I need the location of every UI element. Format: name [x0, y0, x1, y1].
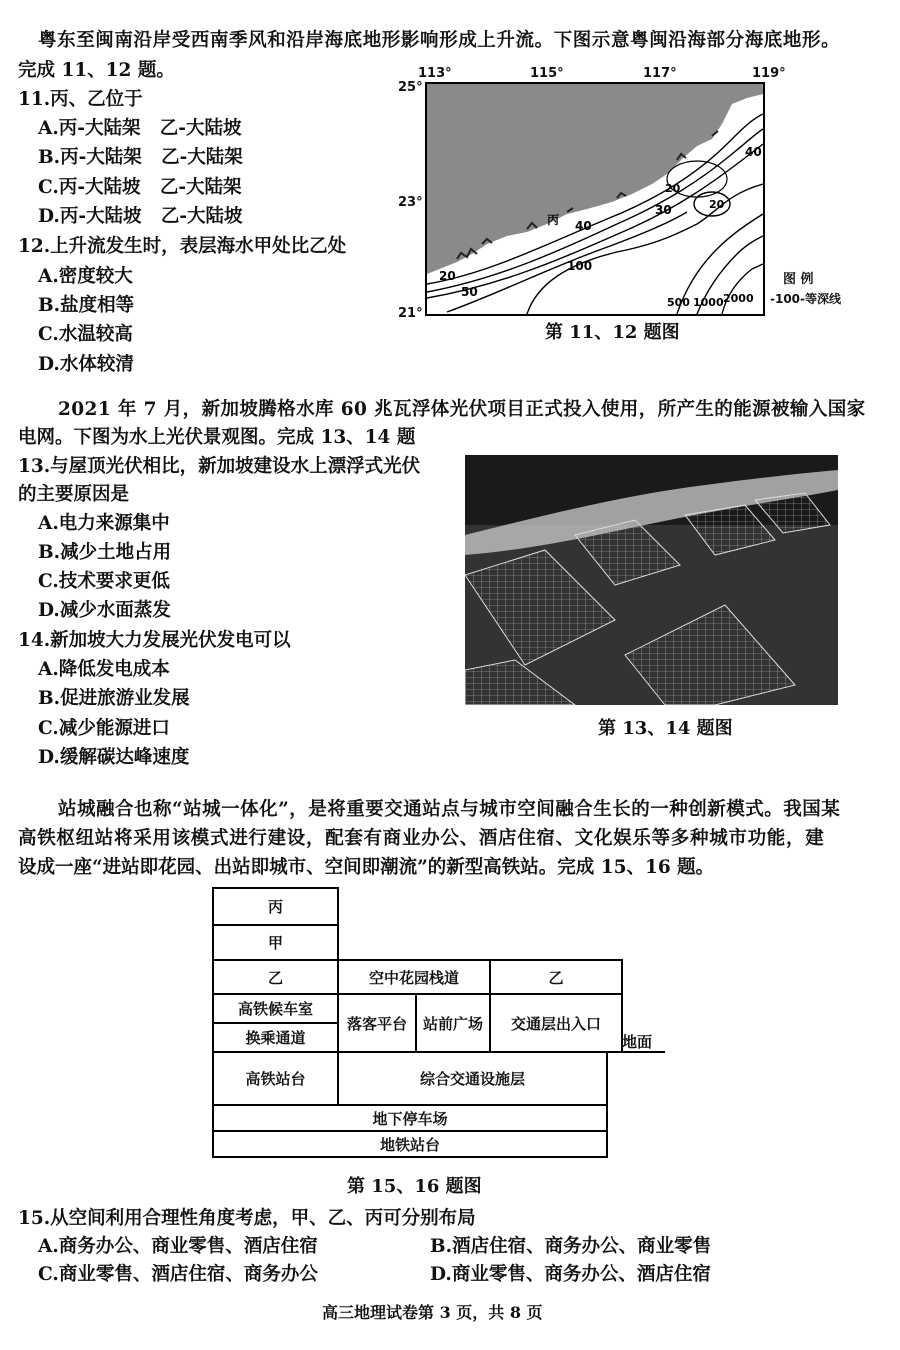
cell-waiting-room: 高铁候车室: [212, 993, 339, 1024]
place-label-bing: 丙: [547, 213, 560, 227]
seabed-topography-map: [425, 82, 765, 316]
diagram-caption: 第 15、16 题图: [347, 1176, 482, 1197]
cell-traffic-entrance: 交通层出入口: [489, 993, 623, 1053]
lat-label-21: 21°: [398, 306, 423, 321]
contour-label-20a: 20: [709, 198, 725, 211]
q12-option-b: B.盐度相等: [38, 295, 135, 316]
contour-label-1000: 1000: [693, 296, 724, 309]
q15-option-c: C.商业零售、酒店住宿、商务办公: [38, 1264, 318, 1285]
cell-transport-facility: 综合交通设施层: [337, 1051, 608, 1106]
q11-option-c: C.丙-大陆坡 乙-大陆架: [38, 177, 242, 198]
map-caption: 第 11、12 题图: [545, 322, 680, 343]
cell-yi-left: 乙: [212, 959, 339, 995]
q11-option-d: D.丙-大陆坡 乙-大陆坡: [38, 206, 243, 227]
ground-label: 地面: [622, 1033, 653, 1051]
intro-13-14-line2: 电网。下图为水上光伏景观图。完成 13、14 题: [18, 427, 416, 448]
intro-11-12-line2: 完成 11、12 题。: [18, 60, 175, 81]
lat-label-25: 25°: [398, 80, 423, 95]
q13-option-c: C.技术要求更低: [38, 571, 170, 592]
map-drawing: [427, 84, 763, 314]
legend-title: 图 例: [783, 272, 814, 287]
cell-transfer: 换乘通道: [212, 1022, 339, 1053]
contour-label-20b: 20: [665, 182, 681, 195]
cell-sky-garden: 空中花园栈道: [337, 959, 491, 995]
intro-11-12-line1: 粤东至闽南沿岸受西南季风和沿岸海底地形影响形成上升流。下图示意粤闽沿海部分海底地形。: [38, 30, 841, 51]
q11-stem: 11.丙、乙位于: [18, 89, 143, 110]
cell-hsr-platform: 高铁站台: [212, 1051, 339, 1106]
q15-option-b: B.酒店住宿、商务办公、商业零售: [430, 1236, 712, 1257]
contour-label-100: 100: [567, 259, 593, 273]
contour-label-2000: 2000: [723, 292, 754, 305]
q14-stem: 14.新加坡大力发展光伏发电可以: [18, 630, 291, 651]
contour-label-40a: 40: [745, 145, 762, 159]
cell-jia: 甲: [212, 924, 339, 961]
land-area: [427, 84, 763, 274]
lon-label-113: 113°: [418, 66, 452, 81]
legend-item: -100-等深线: [770, 292, 842, 306]
intro-15-16-line3: 设成一座“进站即花园、出站即城市、空间即潮流”的新型高铁站。完成 15、16 题。: [18, 857, 715, 878]
lon-label-119: 119°: [752, 66, 786, 81]
contour-label-50: 50: [461, 285, 478, 299]
q11-option-b: B.丙-大陆架 乙-大陆架: [38, 147, 243, 168]
contour-2000: [722, 264, 763, 314]
q13-stem-line1: 13.与屋顶光伏相比，新加坡建设水上漂浮式光伏: [18, 456, 421, 477]
cell-bing: 丙: [212, 887, 339, 926]
q15-stem: 15.从空间利用合理性角度考虑，甲、乙、丙可分别布局: [18, 1208, 476, 1229]
q13-option-b: B.减少土地占用: [38, 542, 172, 563]
q14-option-b: B.促进旅游业发展: [38, 688, 190, 709]
cell-parking: 地下停车场: [212, 1104, 608, 1132]
page-footer: 高三地理试卷第 3 页，共 8 页: [322, 1303, 543, 1322]
cell-metro: 地铁站台: [212, 1130, 608, 1158]
floating-solar-photo: [465, 455, 838, 705]
q11-option-a: A.丙-大陆架 乙-大陆坡: [38, 118, 242, 139]
intro-15-16-line1: 站城融合也称“站城一体化”，是将重要交通站点与城市空间融合生长的一种创新模式。我国某: [58, 799, 841, 820]
q13-option-d: D.减少水面蒸发: [38, 600, 171, 621]
q14-option-d: D.缓解碳达峰速度: [38, 747, 190, 768]
contour-label-20c: 20: [439, 269, 456, 283]
q12-option-c: C.水温较高: [38, 324, 133, 345]
cell-station-plaza: 站前广场: [415, 993, 491, 1053]
lon-label-115: 115°: [530, 66, 564, 81]
q14-option-a: A.降低发电成本: [38, 659, 170, 680]
q15-option-d: D.商业零售、商务办公、酒店住宿: [430, 1264, 711, 1285]
q12-option-d: D.水体较清: [38, 354, 134, 375]
q15-option-a: A.商务办公、商业零售、酒店住宿: [38, 1236, 318, 1257]
contour-label-30: 30: [655, 203, 672, 217]
q13-option-a: A.电力来源集中: [38, 513, 170, 534]
photo-drawing: [465, 455, 838, 705]
lat-label-23: 23°: [398, 195, 423, 210]
cell-arrival-platform: 落客平台: [337, 993, 417, 1053]
photo-caption: 第 13、14 题图: [598, 718, 733, 739]
q12-option-a: A.密度较大: [38, 266, 133, 287]
intro-15-16-line2: 高铁枢纽站将采用该模式进行建设，配套有商业办公、酒店住宿、文化娱乐等多种城市功能，建: [18, 828, 825, 849]
intro-13-14-line1: 2021 年 7 月，新加坡腾格水库 60 兆瓦浮体光伏项目正式投入使用，所产生的能源被输入国家: [58, 399, 866, 420]
q13-stem-line2: 的主要原因是: [18, 484, 130, 505]
q14-option-c: C.减少能源进口: [38, 718, 170, 739]
q12-stem: 12.上升流发生时，表层海水甲处比乙处: [18, 236, 347, 257]
contour-label-500: 500: [667, 296, 690, 309]
cell-yi-right: 乙: [489, 959, 623, 995]
lon-label-117: 117°: [643, 66, 677, 81]
contour-label-40b: 40: [575, 219, 592, 233]
